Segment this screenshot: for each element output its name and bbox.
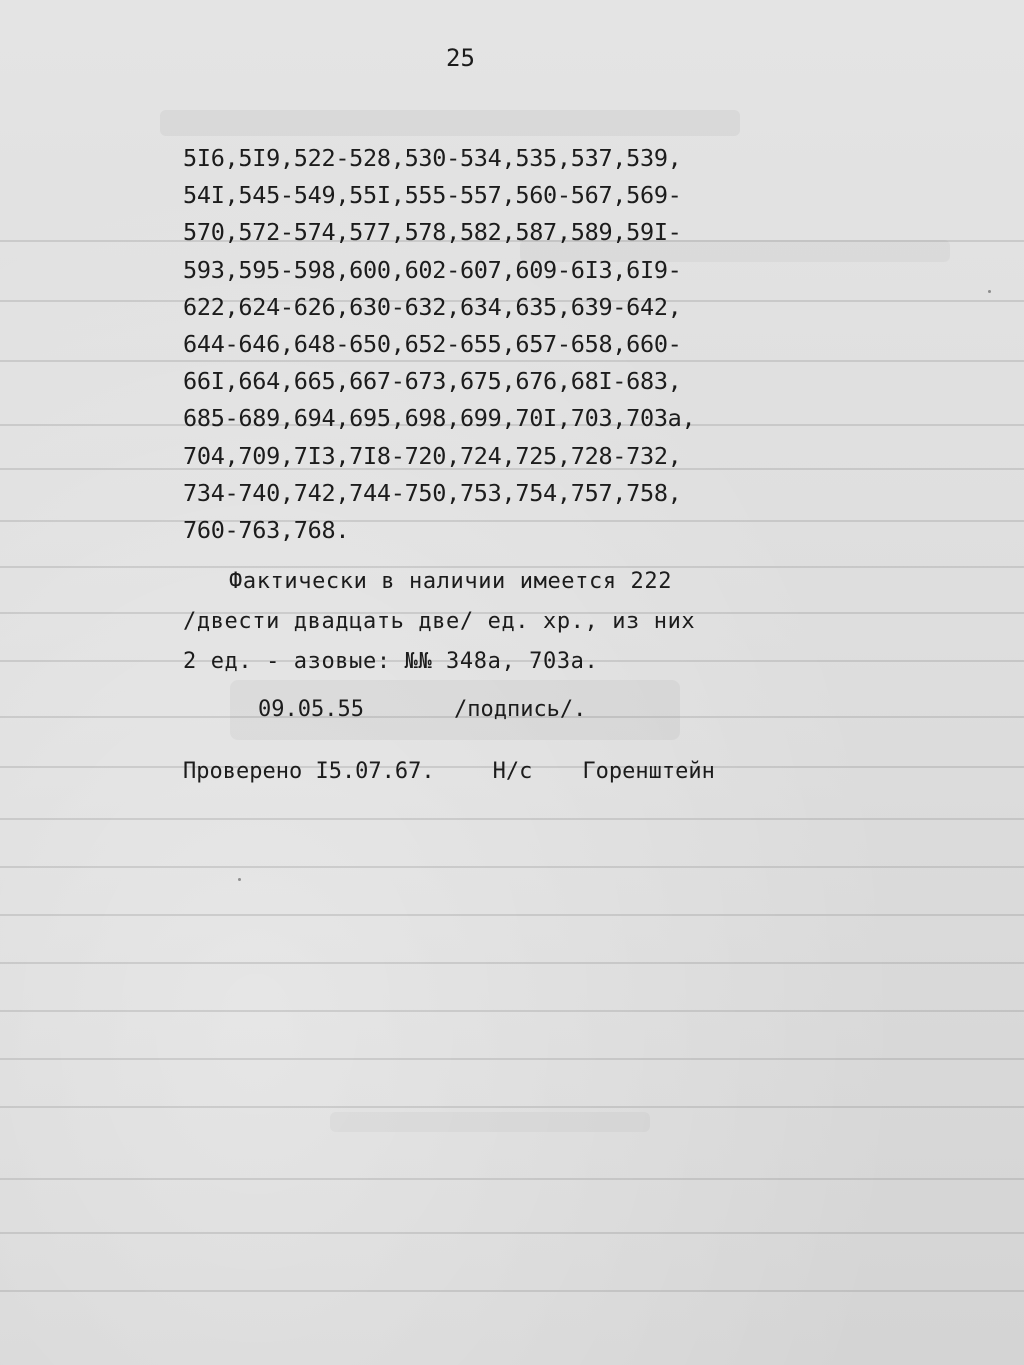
verifier-position: Н/с — [492, 759, 533, 784]
list-line: 5I6,5I9,522-528,530-534,535,537,539, — [183, 144, 682, 172]
ink-speck — [988, 290, 991, 293]
fact-paragraph — [183, 562, 823, 682]
fact-line: /двести двадцать две/ ед. хр., из них — [183, 609, 696, 634]
signature-date: 09.05.55 — [258, 697, 364, 722]
fact-line: 2 ед. - азовые: №№ 348а, 703а. — [183, 649, 599, 674]
show-through-line — [0, 962, 1024, 964]
verification-line — [183, 752, 715, 792]
show-through-smudge — [160, 110, 740, 136]
show-through-line — [0, 914, 1024, 916]
list-line: 54I,545-549,55I,555-557,560-567,569- — [183, 181, 682, 210]
list-line: 685-689,694,695,698,699,70I,703,703а, — [183, 404, 696, 433]
page-number: 25 — [446, 44, 475, 72]
show-through-line — [0, 1010, 1024, 1012]
verifier-name: Горенштейн — [582, 759, 715, 784]
list-line: 66I,664,665,667-673,675,676,68I-683, — [183, 367, 682, 396]
show-through-line — [0, 1106, 1024, 1108]
list-line: 734-740,742,744-750,753,754,757,758, — [183, 478, 682, 507]
list-line: 760-763,768. — [183, 515, 350, 544]
show-through-line — [0, 1178, 1024, 1180]
show-through-line — [0, 1232, 1024, 1234]
list-line: 593,595-598,600,602-607,609-6I3,6I9- — [183, 255, 682, 284]
show-through-line — [0, 1058, 1024, 1060]
show-through-line — [0, 1290, 1024, 1292]
list-line: 644-646,648-650,652-655,657-658,660- — [183, 329, 682, 358]
ink-speck — [238, 878, 241, 881]
show-through-line — [0, 866, 1024, 868]
show-through-smudge — [330, 1112, 650, 1132]
fact-line: Фактически в наличии имеется 222 — [229, 569, 673, 594]
list-line: 704,709,7I3,7I8-720,724,725,728-732, — [183, 441, 682, 470]
signature-text: /подпись/. — [453, 697, 587, 722]
signature-line — [258, 690, 586, 730]
list-line: 622,624-626,630-632,634,635,639-642, — [183, 292, 682, 321]
archive-number-list — [183, 140, 823, 549]
list-line: 570,572-574,577,578,582,587,589,59I- — [183, 218, 682, 247]
show-through-line — [0, 818, 1024, 820]
verification-label: Проверено I5.07.67. — [183, 759, 435, 784]
